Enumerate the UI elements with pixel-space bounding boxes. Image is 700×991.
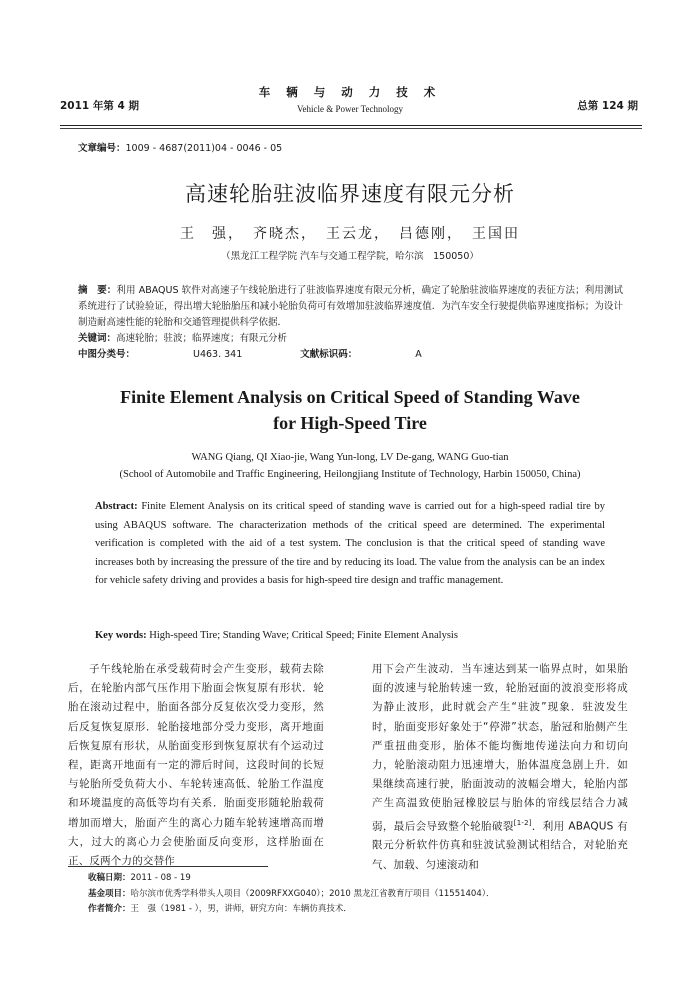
body-column-left: 子午线轮胎在承受载荷时会产生变形，载荷去除后，在轮胎内部气压作用下胎面会恢复原有形状．轮胎在滚动过程中，胎面各部分反复依次受力变形，然后反复恢复原形．轮胎接地部分受力变形，离开地面后恢复原有形状，从胎面变形到恢复原状有个运动过程，距离开地面有一定的滞后时间，这段时间的长短与轮胎所受负荷大小、车轮转速高低、轮胎工作温度和环境温度的高低等均有关系．胎面变形随轮胎载荷增加而增大，胎面产生的离心力随车轮转速增高而增大，过大的离心力会使胎面反向变形，这样胎面在正、反两个力的交替作 (68, 663, 324, 868)
journal-name-en: Vehicle & Power Technology (297, 104, 403, 114)
cn-abstract-label: 摘 要： (78, 285, 117, 296)
cn-keywords-label: 关键词： (78, 333, 117, 344)
cn-classification (78, 347, 623, 363)
en-title-line1: Finite Element Analysis on Critical Speed of Standing Wave (120, 387, 580, 407)
doc-code-value: A (415, 349, 422, 360)
doc-code-label: 文献标识码： (300, 349, 358, 360)
footnote-received (88, 871, 628, 887)
citation-ref: [1-2] (513, 818, 532, 827)
footnote-rule (68, 866, 268, 867)
cn-title: 高速轮胎驻波临界速度有限元分析 (185, 182, 515, 206)
en-keywords-label: Key words: (95, 630, 147, 641)
journal-name-cn: 车 辆 与 动 力 技 术 (258, 85, 442, 99)
cn-abstract-text: 利用 ABAQUS 软件对高速子午线轮胎进行了驻波临界速度有限元分析，确定了轮胎驻波临界速度的表征方法；利用测试系统进行了试验验证，得出增大轮胎胎压和减小轮胎负荷可有效增加驻波临界速度值．为汽车安全行驶提供临界速度指标；为设计制造耐高速性能的轮胎和交通管理提供科学依据． (78, 285, 623, 328)
cn-keywords-text: 高速轮胎；驻波；临界速度；有限元分析 (116, 333, 288, 344)
fund-value: 哈尔滨市优秀学科带头人项目（2009RFXXG040）；2010 黑龙江省教育厅项目（11551404）． (130, 888, 495, 899)
en-authors: WANG Qiang, QI Xiao-jie, Wang Yun-long, LV De-gang, WANG Guo-tian (191, 452, 509, 463)
body-column-right (372, 660, 628, 875)
fund-label: 基金项目： (88, 888, 131, 899)
cn-affiliation: （黑龙江工程学院 汽车与交通工程学院，哈尔滨 150050） (221, 251, 479, 262)
en-abstract-label: Abstract: (95, 501, 138, 512)
cn-keywords (78, 331, 623, 347)
en-abstract (95, 498, 605, 591)
en-title (0, 384, 700, 436)
article-number-label: 文章编号： (78, 143, 126, 154)
footnote-author (88, 902, 628, 918)
received-label: 收稿日期： (88, 873, 131, 883)
header-issue: 2011 年第 4 期 (60, 100, 139, 112)
article-number-value: 1009 - 4687(2011)04 - 0046 - 05 (125, 143, 283, 154)
body-right-text-2: ．利用 ABAQUS 有限元分析软件仿真和驻波试验测试相结合，对轮胎充气、加载、匀速滚动和 (372, 820, 628, 871)
header-total-issue: 总第 124 期 (577, 100, 638, 112)
cn-abstract (78, 283, 623, 331)
clc-value: U463. 341 (193, 349, 243, 360)
en-title-line2: for High-Speed Tire (273, 413, 427, 433)
header-rule-thin (60, 128, 642, 129)
en-keywords (95, 630, 615, 641)
author-bio-label: 作者简介： (88, 904, 131, 914)
received-value: 2011 - 08 - 19 (130, 873, 191, 883)
en-keywords-text: High-speed Tire; Standing Wave; Critical Speed; Finite Element Analysis (149, 630, 458, 641)
cn-authors: 王 强， 齐晓杰， 王云龙， 吕德刚， 王国田 (180, 226, 520, 242)
cn-abstract-block (78, 283, 623, 363)
header-rule (60, 125, 642, 126)
en-abstract-text: Finite Element Analysis on its critical speed of standing wave is carried out for a high-speed radial tire by using ABAQUS software. The characterization methods of the critical speed are determined. The experimental verification is completed with the aid of a test system. The conclusion is that the critical speed of standing wave increases both by increasing the pressure of the tire and by reducing its load. The value from the analysis can be an index for vehicle safety driving and provides a basis for high-speed tire design and traffic management. (95, 501, 606, 586)
footnote-fund (88, 887, 628, 903)
clc-label: 中图分类号： (78, 349, 136, 360)
en-affiliation: (School of Automobile and Traffic Engineering, Heilongjiang Institute of Technology, Harbin 150050, China) (119, 469, 581, 480)
footnotes (88, 871, 628, 918)
body-right-text-1: 用下会产生波动．当车速达到某一临界点时，如果胎面的波速与轮胎转速一致，轮胎冠面的波浪变形将成为静止波形，此时就会产生“驻波”现象．驻波发生时，胎面变形好象处于“停滞”状态，胎冠和胎侧产生严重扭曲变形，胎体不能均衡地传递法向力和切向力，轮胎滚动阻力迅速增大，胎体温度急剧上升．如果继续高速行驶，胎面波动的波幅会增大，轮胎内部产生高温致使胎冠橡胶层与胎体的帘线层结合力减弱，最后会导致整个轮胎破裂 (372, 663, 628, 833)
author-bio-value: 王 强（1981 - ），男，讲师，研究方向：车辆仿真技术． (130, 904, 352, 914)
article-number (78, 140, 282, 154)
